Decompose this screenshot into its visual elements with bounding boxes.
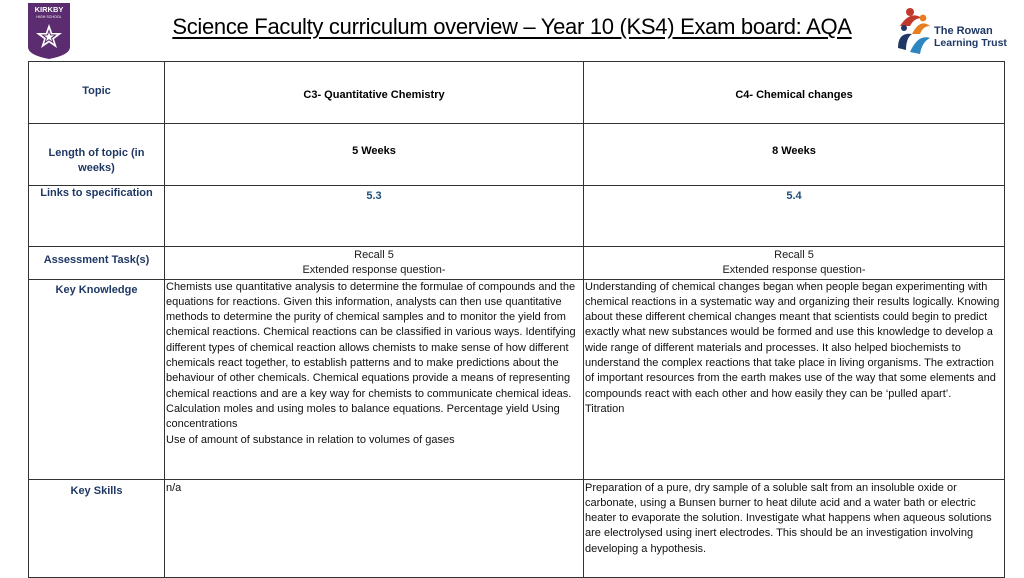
table-row-links <box>29 186 1005 247</box>
skills-c4: Preparation of a pure, dry sample of a soluble salt from an insoluble oxide or carbonate, using a Bunsen burner to heat dilute acid and a water bath or electric heater to evaporate the solution. Investigate what happens when aqueous solutions are electrolysed using inert electrodes. This should be an investigation involving developing a hypothesis. <box>584 479 1005 577</box>
rowan-logo-line2: Learning Trust <box>934 37 1007 49</box>
skills-c3: n/a <box>165 479 584 577</box>
table-row-assessment <box>29 247 1005 280</box>
knowledge-c4-text: Understanding of chemical changes began when people began experimenting with chemical reactions in a systematic way and organizing their results logically. Knowing about these different chemical changes meant that scientists could begin to predict exactly what new substances would be formed and use this knowledge to develop a wide range of different materials and processes. It also helped biochemists to understand the complex reactions that take place in living organisms. The extraction of important resources from the earth makes use of the way that some elements and compounds react with each other and how easily they can be ‘pulled apart’. <box>585 280 1000 400</box>
people-icon <box>898 8 930 54</box>
spec-c3: 5.3 <box>165 186 584 247</box>
row-label-links: Links to specification <box>29 186 165 247</box>
table-row-knowledge <box>29 279 1005 479</box>
curriculum-table <box>28 61 1005 578</box>
table-row-skills <box>29 479 1005 577</box>
knowledge-c4-extra: Titration <box>585 402 625 415</box>
table-row-length <box>29 124 1005 186</box>
length-c3: 5 Weeks <box>165 124 584 186</box>
row-label-knowledge: Key Knowledge <box>29 279 165 479</box>
table-row-topic <box>29 62 1005 124</box>
topic-c3: C3- Quantitative Chemistry <box>165 62 584 124</box>
assessment-c4-line2: Extended response question- <box>722 264 866 277</box>
rowan-logo-line1: The Rowan <box>934 25 993 37</box>
assessment-c3-line1: Recall 5 <box>354 249 394 261</box>
kirkby-logo-sub: HIGH SCHOOL <box>36 15 62 19</box>
length-c4: 8 Weeks <box>584 124 1005 186</box>
knowledge-c4 <box>584 279 1005 479</box>
assessment-c3 <box>165 247 584 280</box>
topic-c4: C4- Chemical changes <box>584 62 1005 124</box>
page-title: Science Faculty curriculum overview – Year 10 (KS4) Exam board: AQA <box>172 14 852 39</box>
assessment-c3-line2: Extended response question- <box>302 264 446 277</box>
row-label-skills: Key Skills <box>29 479 165 577</box>
knowledge-c3-extra: Use of amount of substance in relation to volumes of gases <box>166 433 455 446</box>
knowledge-c3 <box>165 279 584 479</box>
row-label-assessment: Assessment Task(s) <box>29 247 165 280</box>
row-label-length: Length of topic (in weeks) <box>29 124 165 186</box>
spec-c4: 5.4 <box>584 186 1005 247</box>
rowan-learning-trust-logo <box>896 4 1008 56</box>
kirkby-logo-name: KIRKBY <box>34 5 64 14</box>
assessment-c4-line1: Recall 5 <box>774 249 814 261</box>
knowledge-c3-text: Chemists use quantitative analysis to determine the formulae of compounds and the equations for reactions. Given this information, analysts can then use quantitative methods to determine the purity of chemical samples and to monitor the yield from chemical reactions. Chemical reactions can be classified in various ways. Identifying different types of chemical reaction allows chemists to make sense of how different chemicals react together, to establish patterns and to make predictions about the behaviour of other chemicals. Chemical equations provide a means of representing chemical reactions and are a key way for chemists to communicate chemical ideas. Calculation moles and using moles to balance equations. Percentage yield Using concentrations <box>166 280 576 431</box>
row-label-topic: Topic <box>29 62 165 124</box>
assessment-c4 <box>584 247 1005 280</box>
